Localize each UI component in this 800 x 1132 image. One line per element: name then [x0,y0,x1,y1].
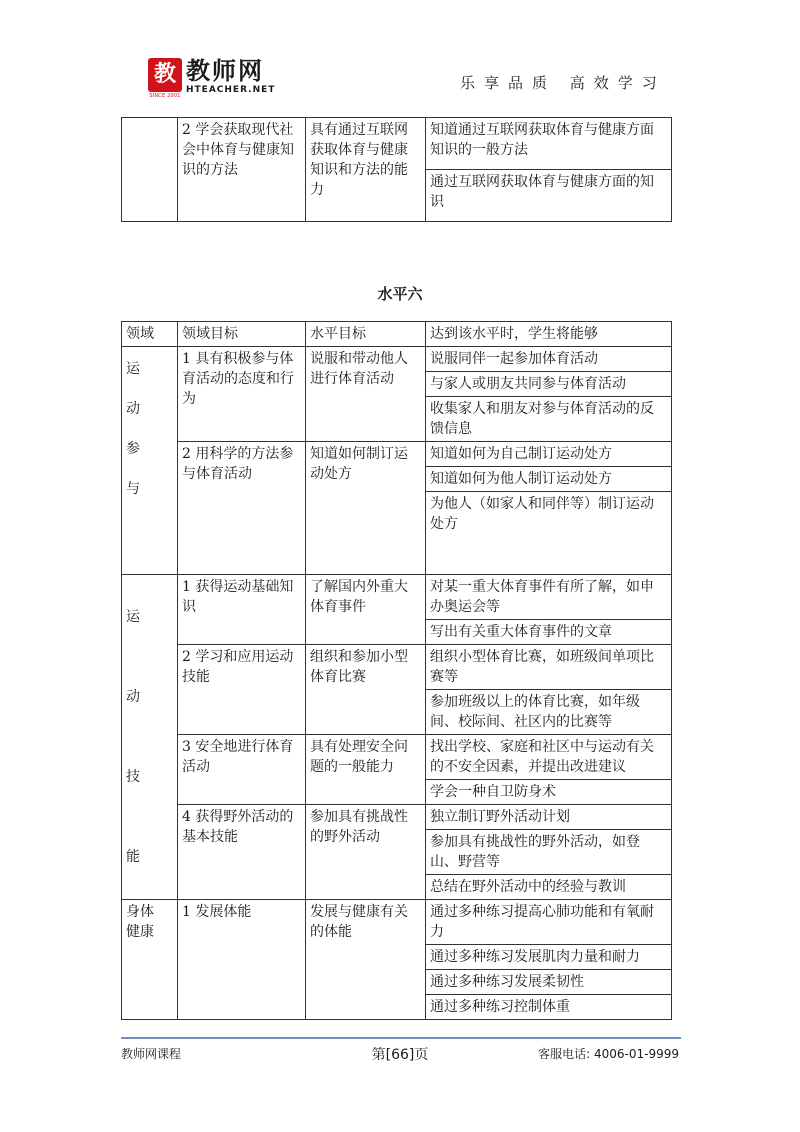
table-row [122,900,672,945]
logo [148,57,276,99]
outcome-cell: 找出学校、家庭和社区中与运动有关的不安全因素，并提出改进建议 [426,735,672,780]
level-cell: 知道如何制订运动处方 [306,442,426,575]
goal-cell: 2 用科学的方法参与体育活动 [178,442,306,575]
table-row [122,805,672,830]
table-cell-outcome: 知道通过互联网获取体育与健康方面知识的一般方法 [426,118,672,170]
table-row [122,442,672,467]
footer-divider [121,1037,681,1039]
outcome-cell: 通过多种练习发展肌肉力量和耐力 [426,945,672,970]
goal-cell: 3 安全地进行体育活动 [178,735,306,805]
level-cell: 组织和参加小型体育比赛 [306,645,426,735]
outcome-cell: 说服同伴一起参加体育活动 [426,347,672,372]
level-cell: 说服和带动他人进行体育活动 [306,347,426,442]
goal-cell: 1 具有积极参与体育活动的态度和行为 [178,347,306,442]
logo-since: SINCE 2001 [149,93,181,99]
table-header-row [122,322,672,347]
domain-name: 运动技能 [126,609,140,865]
table-row [122,645,672,690]
outcome-cell: 知道如何为他人制订运动处方 [426,467,672,492]
goal-cell: 2 学习和应用运动技能 [178,645,306,735]
page-header [0,0,800,110]
slogan: 乐享品质 高效学习 [460,74,666,92]
goal-cell: 1 获得运动基础知识 [178,575,306,645]
table-row [122,575,672,620]
outcome-cell: 收集家人和朋友对参与体育活动的反馈信息 [426,397,672,442]
outcome-cell: 参加具有挑战性的野外活动，如登山、野营等 [426,830,672,875]
section-title: 水平六 [377,285,423,303]
level-cell: 发展与健康有关的体能 [306,900,426,1020]
header-cell: 领域目标 [178,322,306,347]
outcome-cell: 知道如何为自己制订运动处方 [426,442,672,467]
outcome-cell: 对某一重大体育事件有所了解，如申办奥运会等 [426,575,672,620]
page-number: 第[66]页 [371,1047,429,1063]
outcome-cell: 独立制订野外活动计划 [426,805,672,830]
outcome-cell: 为他人（如家人和同伴等）制订运动处方 [426,492,672,575]
continued-table [121,117,672,222]
outcome-cell: 与家人或朋友共同参与体育活动 [426,372,672,397]
logo-url: HTEACHER.NET [186,85,276,95]
outcome-cell: 通过多种练习控制体重 [426,995,672,1020]
table-cell-domain [122,118,178,222]
domain-name: 身体健康 [126,904,154,940]
outcome-cell: 通过多种练习提高心肺功能和有氧耐力 [426,900,672,945]
domain-cell [122,347,178,575]
logo-mark-icon: 教 [148,58,182,92]
footer-phone: 客服电话: 4006-01-9999 [538,1047,679,1061]
goal-cell: 1 发展体能 [178,900,306,1020]
outcome-cell: 总结在野外活动中的经验与教训 [426,875,672,900]
level-cell: 了解国内外重大体育事件 [306,575,426,645]
outcome-cell: 写出有关重大体育事件的文章 [426,620,672,645]
table-row [122,735,672,780]
table-cell-outcome: 通过互联网获取体育与健康方面的知识 [426,170,672,222]
outcome-cell: 组织小型体育比赛，如班级间单项比赛等 [426,645,672,690]
header-cell: 达到该水平时，学生将能够 [426,322,672,347]
outcome-cell: 学会一种自卫防身术 [426,780,672,805]
level-cell: 具有处理安全问题的一般能力 [306,735,426,805]
table-cell-goal: 2 学会获取现代社会中体育与健康知识的方法 [178,118,306,222]
domain-name: 运动参与 [126,361,140,497]
table-row [122,347,672,372]
goal-cell: 4 获得野外活动的基本技能 [178,805,306,900]
table-cell-level: 具有通过互联网获取体育与健康知识和方法的能力 [306,118,426,222]
footer-left: 教师网课程 [121,1047,182,1061]
level-six-table [121,321,672,1020]
logo-name: 教师网 [186,57,264,85]
outcome-cell: 参加班级以上的体育比赛，如年级间、校际间、社区内的比赛等 [426,690,672,735]
outcome-cell: 通过多种练习发展柔韧性 [426,970,672,995]
header-cell: 领域 [122,322,178,347]
domain-cell [122,575,178,900]
level-cell: 参加具有挑战性的野外活动 [306,805,426,900]
header-cell: 水平目标 [306,322,426,347]
domain-cell [122,900,178,1020]
